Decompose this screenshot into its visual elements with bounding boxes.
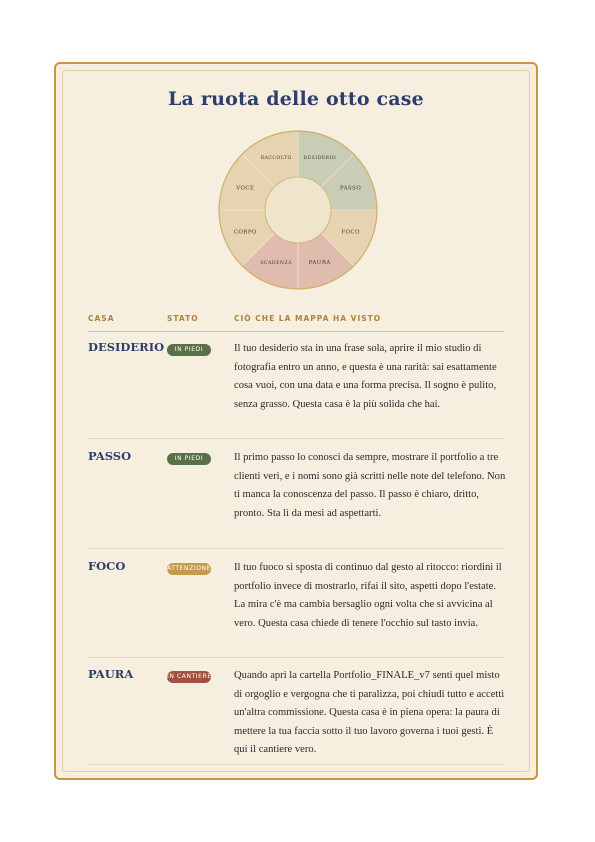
wheel-label-raccolto: RACCOLTO [260, 155, 292, 161]
wheel-label-foco: FOCO [341, 229, 361, 236]
row-description: Quando apri la cartella Portfolio_FINALE_v7 senti quel misto di orgoglio e vergogna che ti paralizza, poi chiudi tutto e accetti un'altra commissione. Questa casa è in piena opera: la paura di mettere la tua faccia sotto il tuo lavoro governa i tuoi gesti. È qui il cantiere vero. [234, 670, 505, 756]
status-badge: IN CANTIERE [167, 671, 211, 683]
status-badge: IN PIEDI [167, 344, 211, 356]
row-description: Il primo passo lo conosci da sempre, mostrare il portfolio a tre clienti veri, e i nomi sono già scritti nelle note del telefono. Non ti manca la conoscenza del passo. Il passo è chiaro, dritto, pronto. Sta lì da mesi ad aspettarti. [234, 452, 506, 519]
row-description: Il tuo desiderio sta in una frase sola, aprire il mio studio di fotografia entro un anno, e questa è una rarità: sai esattamente cosa vuoi, con una data e una forma precisa. Il sogno è pulito, senza grasso. Questa casa è la più solida che hai. [234, 343, 497, 410]
header-divider [88, 331, 504, 332]
header-house: CASA [88, 314, 115, 323]
house-name: DESIDERIO [88, 340, 165, 354]
row-divider [88, 548, 504, 549]
header-seen: CIÒ CHE LA MAPPA HA VISTO [234, 314, 382, 323]
wheel-label-scadenza: SCADENZA [260, 261, 292, 267]
house-name: PAURA [88, 667, 134, 681]
wheel-center [265, 177, 331, 243]
page-title: La ruota delle otto case [168, 88, 424, 110]
wheel-label-corpo: CORPO [233, 229, 257, 236]
header-status: STATO [167, 314, 199, 323]
wheel-card [54, 62, 538, 780]
wheel-label-voce: VOCE [236, 185, 255, 192]
row-divider [88, 657, 504, 658]
row-divider [88, 438, 504, 439]
house-name: PASSO [88, 449, 132, 463]
status-badge: ATTENZIONE [167, 563, 211, 575]
row-description: Il tuo fuoco si sposta di continuo dal gesto al ritocco: riordini il portfolio invece di mostrarlo, rifai il sito, aspetti dopo l'estate. La mira c'è ma cambia bersaglio ogni volta che si avvicina al vero. Questa casa chiede di tenere l'occhio sul tasto invia. [234, 562, 502, 629]
wheel-label-passo: PASSO [340, 185, 362, 192]
row-divider [88, 764, 504, 765]
status-badge: IN PIEDI [167, 453, 211, 465]
house-name: FOCO [88, 559, 126, 573]
wheel-diagram [218, 130, 378, 290]
wheel-label-desiderio: DESIDERIO [303, 155, 337, 161]
wheel-label-paura: PAURA [308, 260, 331, 267]
